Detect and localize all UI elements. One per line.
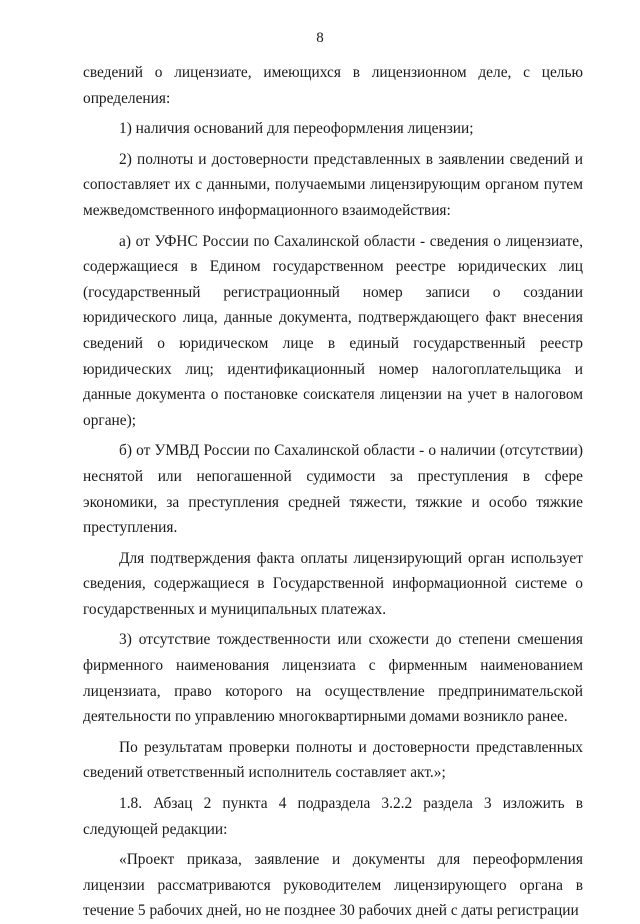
paragraph-item-1: 1) наличия оснований для переоформления лицензии; xyxy=(119,120,474,138)
page-number: 8 xyxy=(316,30,324,46)
paragraph-item-2: 2) полноты и достоверности представленных в заявлении сведений и сопоставляет их с данными, получаемыми лицензирующим органом путем межведомственного информационного взаимодействия: xyxy=(83,150,583,219)
document-body xyxy=(83,60,583,924)
paragraph-continuation: сведений о лицензиате, имеющихся в лицензионном деле, с целью определения: xyxy=(83,64,583,107)
paragraph-item-b: б) от УМВД России по Сахалинской области - о наличии (отсутствии) неснятой или непогашенной судимости за преступления в сфере экономики, за преступления средней тяжести, тяжкие и особо тяжкие преступления. xyxy=(83,442,583,537)
paragraph-quoted-text: «Проект приказа, заявление и документы для переоформления лицензии рассматриваются руководителем лицензирующего органа в течение 5 рабочих дней, но не позднее 30 рабочих дней с даты регистрации xyxy=(83,851,583,920)
paragraph-payment-confirmation: Для подтверждения факта оплаты лицензирующий орган использует сведения, содержащиеся в Государственной информационной системе о государственных и муниципальных платежах. xyxy=(83,549,583,618)
paragraph-amendment-1-8: 1.8. Абзац 2 пункта 4 подраздела 3.2.2 раздела 3 изложить в следующей редакции: xyxy=(83,795,583,838)
paragraph-item-3: 3) отсутствие тождественности или схожести до степени смешения фирменного наименования лицензиата с фирменным наименованием лицензиата, право которого на осуществление предпринимательской деятельности по управлению многоквартирными домами возникло ранее. xyxy=(83,631,583,726)
paragraph-item-a: а) от УФНС России по Сахалинской области - сведения о лицензиате, содержащиеся в Едином государственном реестре юридических лиц (государственный регистрационный номер записи о создании юридического лица, данные документа, подтверждающего факт внесения сведений о юридическом лице в единый государственный реестр юридических лиц; идентификационный номер налогоплательщика и данные документа о постановке соискателя лицензии на учет в налоговом органе); xyxy=(83,232,583,429)
paragraph-act-result: По результатам проверки полноты и достоверности представленных сведений ответственный исполнитель составляет акт.»; xyxy=(83,738,583,782)
